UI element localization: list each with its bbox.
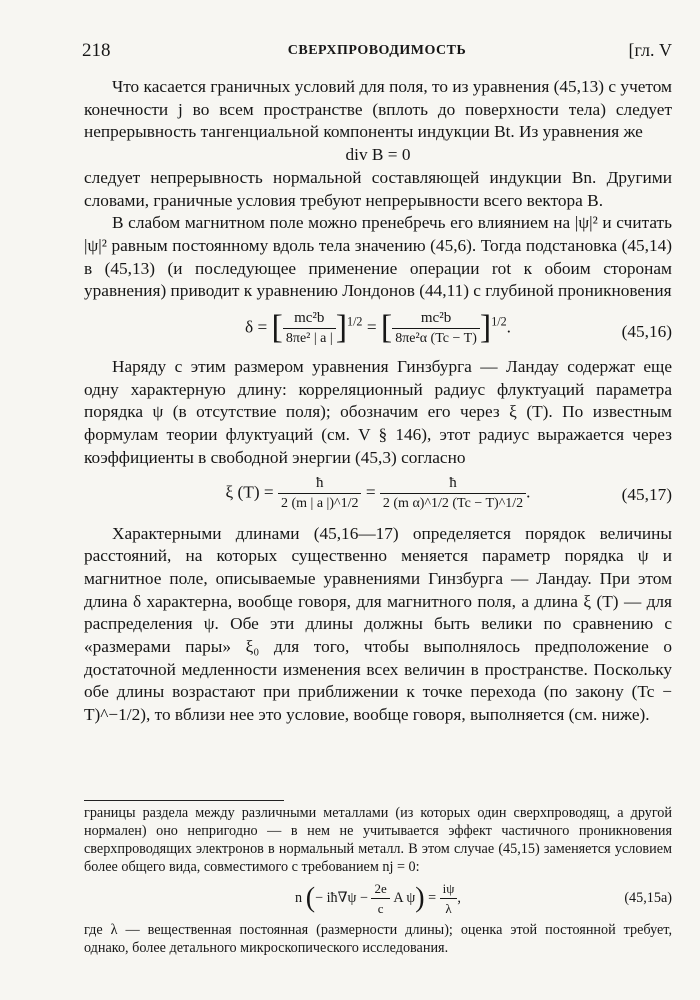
paragraph-weak-field: В слабом магнитном поле можно пренебречь его влиянием на |ψ|² и считать |ψ|² равным постоянному вдоль тела значению (45,6). Тогда подстановка (45,14) в (45,13) (и последующее применение операции rot к обоим сторонам уравнения) приводит к уравнению Лондонов (44,11) с глубиной проникновения xyxy=(84,213,672,301)
eq1-num1: mc²b xyxy=(283,309,336,329)
fn-eq-rhs-fraction: $\frac{i\psi}{\lambda}$ xyxy=(440,879,458,918)
eq2-lhs: ξ (T) = xyxy=(225,482,274,502)
equation-number-45-15a: (45,15a) xyxy=(624,890,672,906)
main-text xyxy=(84,76,672,727)
paragraph-characteristic-lengths: Характерными длинами (45,16—17) определяется порядок величины расстояний, на которых существенно меняется параметр порядка ψ и магнитное поле, описываемые уравнениями Гинзбурга — Ландау. При этом длина δ характерна, вообще говоря, для магнитного поля, а длина ξ (T) — для распределения ψ. Обе эти длины должны быть велики по сравнению с «размерами пары» ξ₀ для того, чтобы выполнялось предположение о достаточной медленности изменения всех величин в пространстве. Поскольку обе длины возрастают при приближении к точке перехода (по закону (Tc − T)^−1/2), то вблизи нее это условие, вообще говоря, выполняется (см. ниже). xyxy=(84,523,672,725)
equation-45-17: ξ (T) = $\frac{ħ}{2 (m | a |)\^{}1/2}$ = $\frac{ħ}{\text{2 (m α)\textasciicircum{}1/2 (Tc − T)\textasciicircum{}1/2}}$ . (45,17) xyxy=(225,474,672,511)
eq1-fraction-2 xyxy=(392,309,480,348)
equation-45-15a: n (− iħ∇ψ − $\frac{2e}{c}$ A ψ) = $\frac{i\psi}{\lambda}$ , (45,15a) xyxy=(295,881,672,916)
fn-eq-fraction-2e-c: $\frac{2e}{c}$ xyxy=(371,879,389,918)
eq1-equals: = xyxy=(366,317,377,337)
equation-number-45-17: (45,17) xyxy=(621,484,672,504)
footnote-text-2: где λ — вещественная постоянная (размерности длины); оценка этой постоянной требует, однако, более детального микроскопического исследования. xyxy=(84,922,672,956)
paragraph-boundary-conditions: Что касается граничных условий для поля, то из уравнения (45,13) с учетом конечности j во всем пространстве (вплоть до поверхности тела) следует непрерывность тангенциальной компоненты индукции Bt. Из уравнения же xyxy=(84,77,672,142)
eq1-fraction-1 xyxy=(283,309,336,348)
paragraph-correlation-radius: Наряду с этим размером уравнения Гинзбурга — Ландау содержат еще одну характерную длину: корреляционный радиус флуктуаций параметра порядка ψ (в отсутствие поля); обозначим его через ξ (T). По известным формулам теории флуктуаций (см. V § 146), этот радиус выражается через коэффициенты в свободной энергии (45,3) согласно xyxy=(84,357,672,467)
eq1-lhs: δ = xyxy=(245,317,268,337)
fn-eq-inner: − iħ∇ψ − xyxy=(315,889,368,906)
eq1-den1: 8πe² | a | xyxy=(285,331,333,347)
eq1-num2: mc²b xyxy=(392,309,480,329)
eq2-num1: ħ xyxy=(278,474,362,494)
eq1-exponent-1: 1/2 xyxy=(347,314,363,329)
eq2-den1: 2 (m | a |)^1/2 xyxy=(280,495,359,511)
eq2-den2: 2 (m α)^1/2 (Tc − T)^1/2 xyxy=(382,495,524,511)
eq2-num2: ħ xyxy=(380,474,526,494)
paragraph-normal-component: следует непрерывность нормальной составляющей индукции Bn. Другими словами, граничные условия требуют непрерывности всего вектора B. xyxy=(84,167,672,210)
eq1-exponent-2: 1/2 xyxy=(491,314,507,329)
fn-eq-after: A ψ xyxy=(393,889,416,906)
fn-eq-equals: = xyxy=(428,889,437,906)
footnote xyxy=(84,804,672,957)
fn-eq-lhs: n xyxy=(295,889,303,906)
eq1-den2: 8πe²α (Tc − T) xyxy=(395,331,477,347)
footnote-text-1: границы раздела между различными металлами (из которых один сверхпроводящ, а другой нормален) оно непригодно — в нем не учитывается эффект частичного проникновения сверхпроводящих электронов в нормальный металл. В этом случае (45,15) заменяется условием более общего вида, совместимого с требованием nj = 0: xyxy=(84,805,672,875)
page-number: 218 xyxy=(82,40,111,61)
page-header xyxy=(82,40,672,64)
footnote-divider xyxy=(84,800,284,801)
equation-div-b: div B = 0 xyxy=(345,145,411,165)
chapter-label: [гл. V xyxy=(628,40,672,60)
running-title: СВЕРХПРОВОДИМОСТЬ xyxy=(287,43,467,58)
eq2-fraction-1 xyxy=(278,474,362,513)
equation-number-45-16: (45,16) xyxy=(621,322,672,342)
eq2-fraction-2 xyxy=(380,474,526,513)
equation-45-16: δ = [ $\frac{\text{mc²b}}{\text{8πe² | a |}}$ ]$^{1/2}$ = [ $\frac{\text{mc²b}}{\text{8πe²α (Tc − T)}}$ ]$^{1/2}$. (45,16) xyxy=(245,309,672,347)
eq2-equals: = xyxy=(365,482,376,502)
